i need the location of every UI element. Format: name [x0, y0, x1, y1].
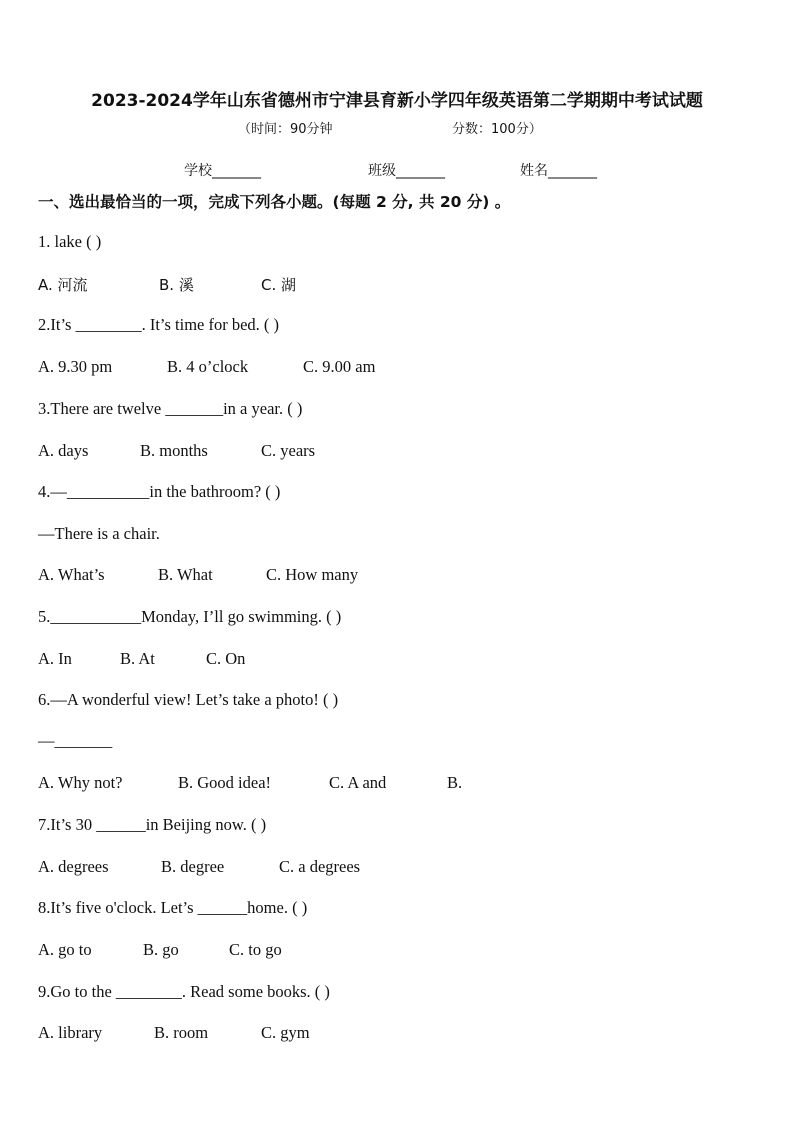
question-8-option-b: B. go: [143, 940, 179, 959]
question-5-option-b: B. At: [120, 649, 155, 668]
question-8-option-a: A. go to: [38, 940, 92, 959]
question-7-option-a: A. degrees: [38, 857, 109, 876]
question-6-option-b: B. Good idea!: [178, 773, 272, 792]
exam-title: 2023-2024学年山东省德州市宁津县育新小学四年级英语第二学期期中考试试题: [91, 91, 703, 111]
question-5-option-a: A. In: [38, 649, 72, 668]
question-8-stem: 8.It’s five o'clock. Let’s ______home. ( ): [38, 898, 308, 917]
question-9-stem: 9.Go to the ________. Read some books. ( ): [38, 982, 330, 1001]
question-7-stem: 7.It’s 30 ______in Beijing now. ( ): [38, 815, 267, 834]
question-9-option-b: B. room: [154, 1023, 209, 1042]
question-1-option-c: C. 湖: [261, 276, 297, 294]
question-5-option-c: C. On: [206, 649, 246, 668]
class-field: 班级_______: [368, 163, 445, 179]
question-3-option-a: A. days: [38, 441, 89, 460]
question-7-option-c: C. a degrees: [279, 857, 361, 876]
question-8-option-c: C. to go: [229, 940, 282, 959]
question-6-option-c-tail: B.: [447, 773, 463, 792]
exam-time: （时间：90分钟: [238, 122, 333, 137]
question-4-stem: 4.—__________in the bathroom? ( ): [38, 482, 281, 501]
question-2-stem: 2.It’s ________. It’s time for bed. ( ): [38, 315, 280, 334]
question-4-option-c: C. How many: [266, 565, 359, 584]
question-6-stem: 6.—A wonderful view! Let’s take a photo! ( ): [38, 690, 339, 709]
question-4-option-a: A. What’s: [38, 565, 105, 584]
question-5-stem: 5.___________Monday, I’ll go swimming. ( ): [38, 607, 342, 626]
question-4-answer-line: —There is a chair.: [38, 524, 160, 543]
question-9-option-c: C. gym: [261, 1023, 310, 1042]
question-2-option-b: B. 4 o’clock: [167, 357, 249, 376]
question-3-option-c: C. years: [261, 441, 316, 460]
question-7-option-b: B. degree: [161, 857, 225, 876]
exam-score: 分数：100分）: [452, 122, 542, 137]
question-4-option-b: B. What: [158, 565, 213, 584]
question-2-option-c: C. 9.00 am: [303, 357, 376, 376]
question-3-option-b: B. months: [140, 441, 208, 460]
question-1-option-b: B. 溪: [159, 276, 194, 294]
question-9-option-a: A. library: [38, 1023, 103, 1042]
name-field: 姓名_______: [520, 163, 597, 179]
question-1-stem: 1. lake ( ): [38, 232, 102, 251]
question-3-stem: 3.There are twelve _______in a year. ( ): [38, 399, 303, 418]
section-heading: 一、选出最恰当的一项，完成下列各小题。(每题 2 分, 共 20 分) 。: [38, 193, 511, 211]
question-1-option-a: A. 河流: [38, 276, 88, 294]
question-2-option-a: A. 9.30 pm: [38, 357, 113, 376]
question-6-answer-line: —_______: [38, 731, 113, 750]
school-field: 学校_______: [184, 163, 261, 179]
question-6-option-c: C. A and: [329, 773, 387, 792]
question-6-option-a: A. Why not?: [38, 773, 123, 792]
